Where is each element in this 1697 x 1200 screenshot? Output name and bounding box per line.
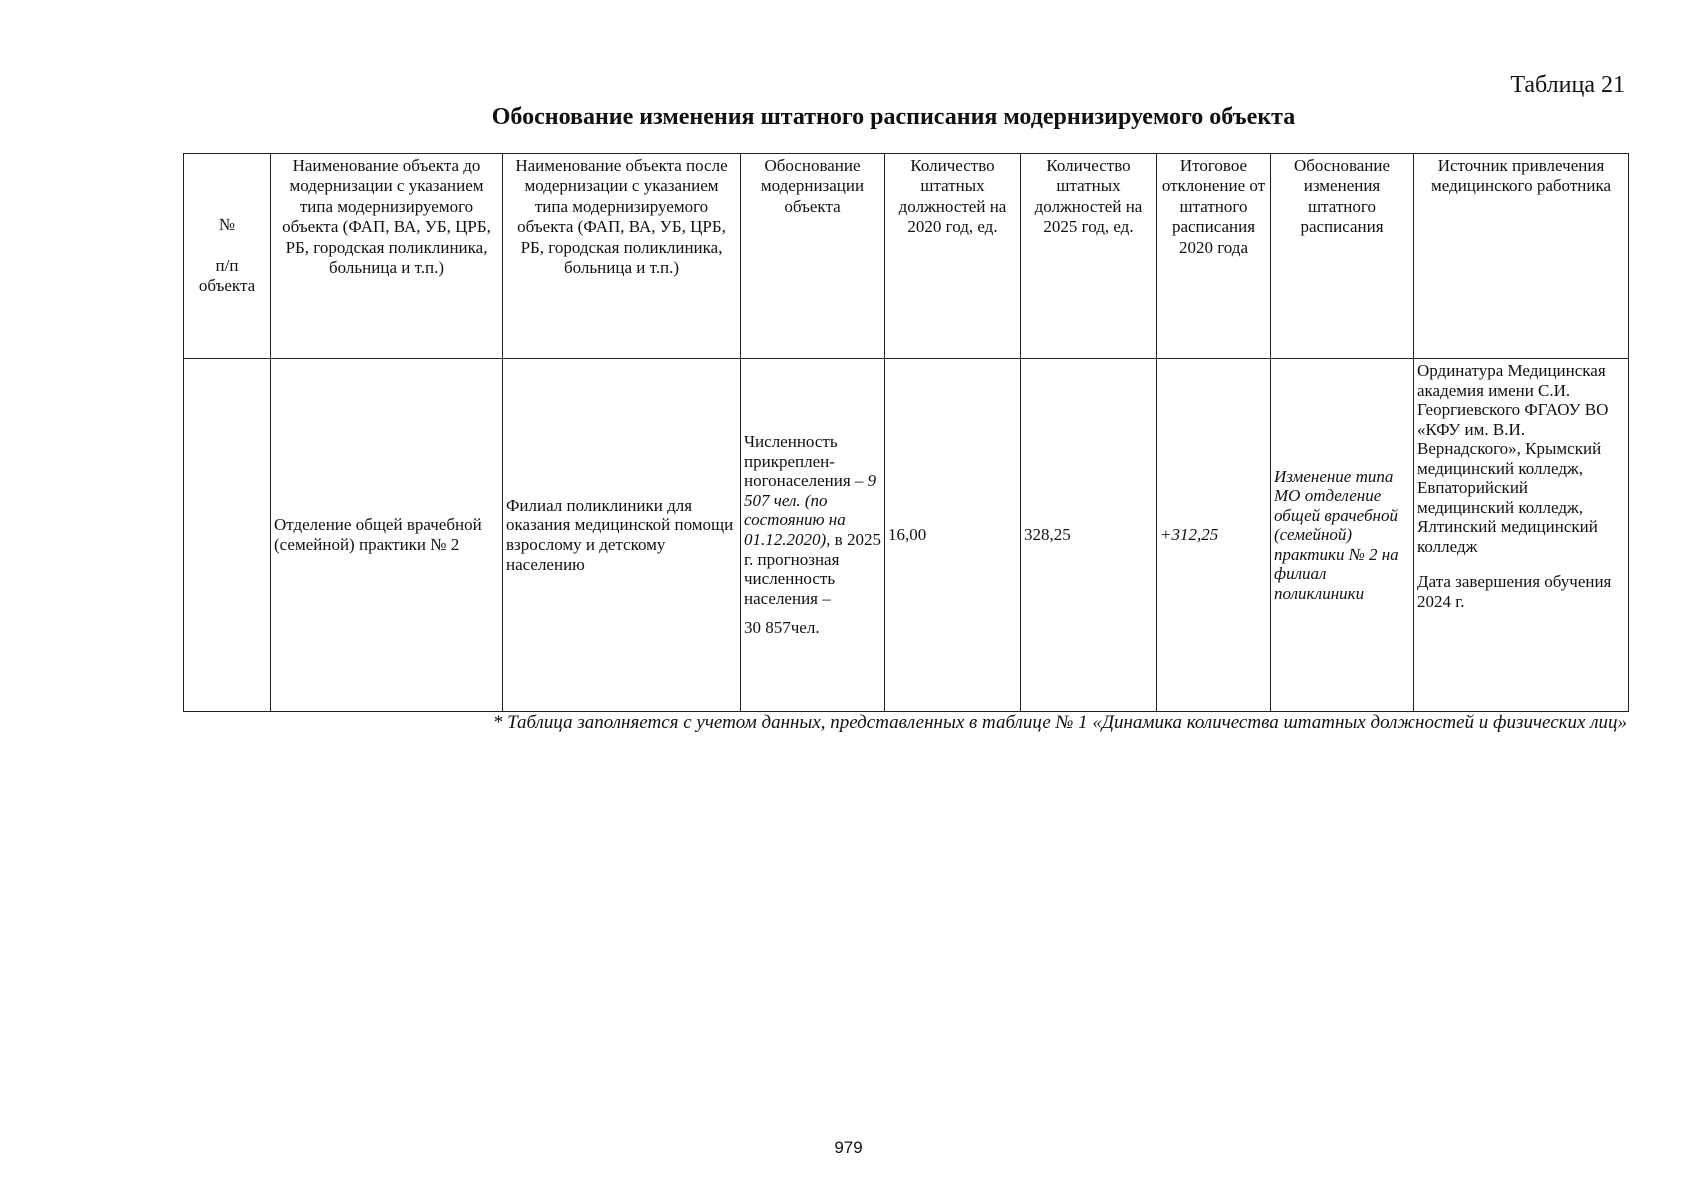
cell-object-after: Филиал поликлиники для оказания медицинской помощи взрослому и детскому населению	[503, 359, 741, 712]
cell-staff-change: Изменение типа МО отделение общей врачебной (семейной) практики № 2 на филиал поликлиники	[1271, 359, 1414, 712]
table-number: Таблица 21	[1510, 72, 1625, 98]
cell-source	[1414, 359, 1629, 712]
cell-deviation: +312,25	[1157, 359, 1271, 712]
document-title: Обоснование изменения штатного расписания модернизируемого объекта	[491, 104, 1296, 130]
header-number-symbol: №	[218, 215, 236, 235]
header-count-2025: Количество штатных должностей на 2025 год, ед.	[1021, 154, 1157, 359]
page-number: 979	[834, 1138, 863, 1157]
source-date: Дата завершения обучения 2024 г.	[1417, 572, 1612, 612]
header-count-2020: Количество штатных должностей на 2020 год, ед.	[885, 154, 1021, 359]
table-row	[184, 359, 1629, 712]
header-source: Источник привлечения медицинского работника	[1414, 154, 1629, 359]
justification-part1: Численность прикреплен-ногонаселения	[744, 432, 851, 491]
justification-part2: – 9 507 чел. (по состоянию на 01.12.2020),	[744, 471, 877, 549]
header-number	[184, 154, 271, 359]
justification-part3: в 2025 г. прогнозная численность населения –	[744, 530, 881, 608]
cell-number	[184, 359, 271, 712]
header-object-after: Наименование объекта после модернизации с указанием типа модернизируемого объекта (ФАП, ВА, УБ, ЦРБ, РБ, городская поликлиника, больница и т.п.)	[503, 154, 741, 359]
staffing-table	[183, 153, 1629, 712]
justification-part4: 30 857чел.	[744, 618, 820, 638]
cell-count-2025: 328,25	[1021, 359, 1157, 712]
header-deviation: Итоговое отклонение от штатного расписания 2020 года	[1157, 154, 1271, 359]
cell-justification	[741, 359, 885, 712]
cell-object-before: Отделение общей врачебной (семейной) практики № 2	[271, 359, 503, 712]
header-number-label: п/п объекта	[198, 255, 256, 296]
header-justification: Обоснование модернизации объекта	[741, 154, 885, 359]
footnote: * Таблица заполняется с учетом данных, представленных в таблице № 1 «Динамика количества штатных должностей и физических лиц»	[492, 712, 1627, 733]
cell-count-2020: 16,00	[885, 359, 1021, 712]
header-staff-change: Обоснование изменения штатного расписания	[1271, 154, 1414, 359]
header-object-before: Наименование объекта до модернизации с указанием типа модернизируемого объекта (ФАП, ВА, УБ, ЦРБ, РБ, городская поликлиника, больница и т.п.)	[271, 154, 503, 359]
table-header-row	[184, 154, 1629, 359]
source-main: Ординатура Медицинская академия имени С.И. Георгиевского ФГАОУ ВО «КФУ им. В.И. Вернадского», Крымский медицинский колледж, Евпаторийский медицинский колледж, Ялтинский медицинский колледж	[1417, 361, 1609, 556]
